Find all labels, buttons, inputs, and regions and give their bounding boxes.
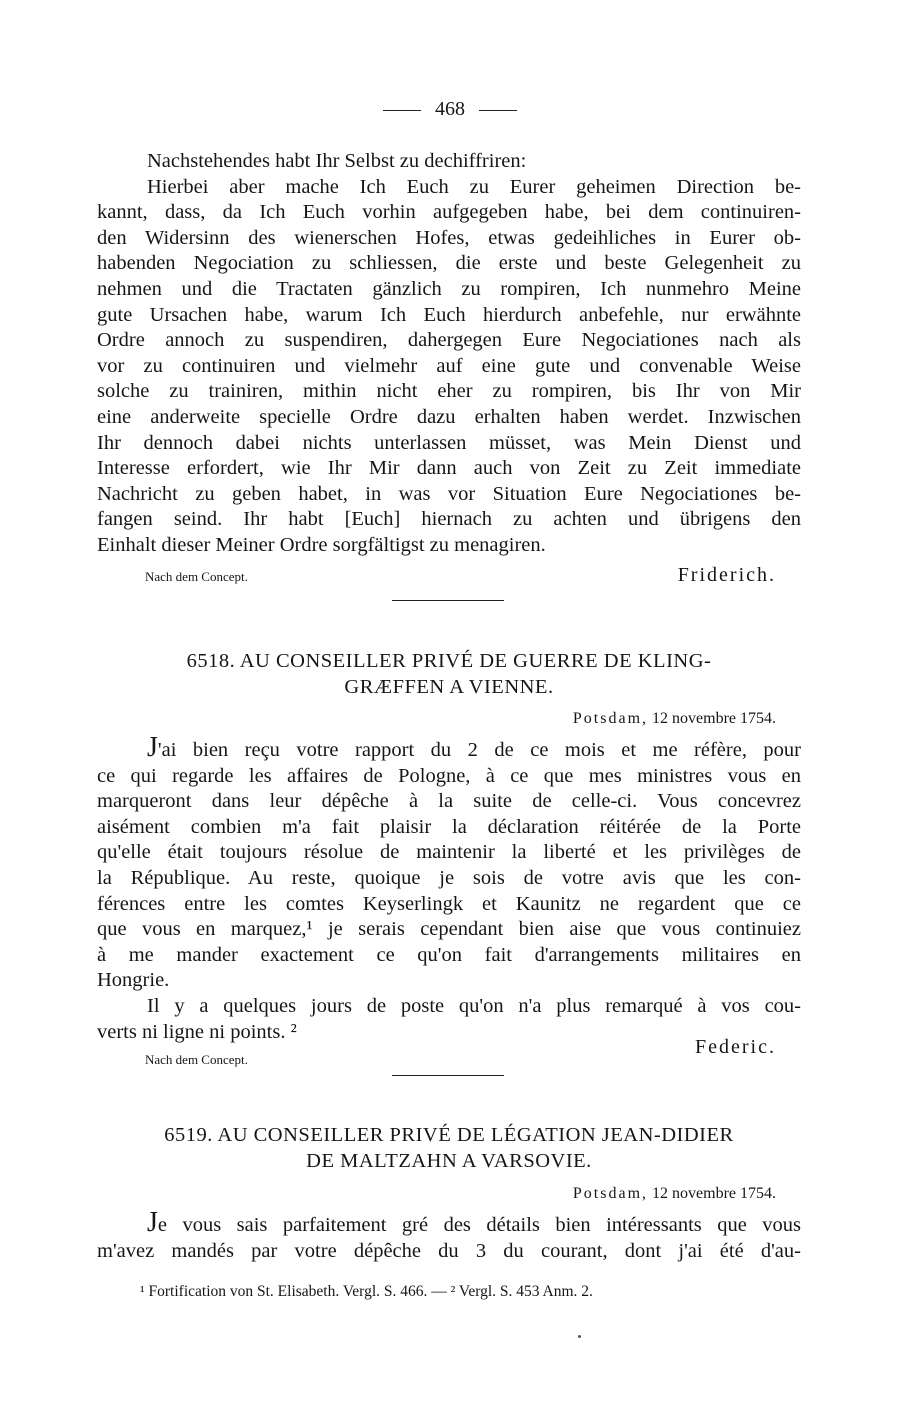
text-line: Ordre annoch zu suspendiren, dahergegen Eure Negociationes nach als xyxy=(97,329,801,352)
text-line: à me mander exactement ce qu'on fait d'arrangements militaires en xyxy=(97,943,801,966)
letter-6517-body xyxy=(97,149,801,559)
page-number: 468 xyxy=(0,98,900,121)
heading-line: 6518. AU CONSEILLER PRIVÉ DE GUERRE DE KLING- xyxy=(186,650,712,672)
signature: Federic. xyxy=(695,1036,776,1058)
separator-rule xyxy=(392,600,504,601)
text-line: Nachstehendes habt Ihr Selbst zu dechiffriren: xyxy=(147,150,527,172)
source-note: Nach dem Concept. xyxy=(145,1052,248,1067)
text-line: solche zu trainiren, mithin nicht eher zu rompiren, bis Ihr von Mir xyxy=(97,380,801,403)
text-line: habenden Negociation zu schliessen, die erste und beste Gelegenheit zu xyxy=(97,252,801,275)
letter-6519-heading xyxy=(97,1122,801,1174)
text-line: qu'elle était toujours résolue de maintenir la liberté et les privilèges de xyxy=(97,841,801,864)
text-line: nehmen und die Tractaten gänzlich zu rompiren, Ich nunmehro Meine xyxy=(97,277,801,300)
text-line: verts ni ligne ni points. ² xyxy=(97,1020,297,1043)
text-line: kannt, dass, da Ich Euch vorhin aufgegeben habe, bei dem continuiren- xyxy=(97,201,801,224)
text-line: m'avez mandés par votre dépêche du 3 du courant, dont j'ai été d'au- xyxy=(97,1239,801,1262)
text-line: Einhalt dieser Meiner Ordre sorgfältigst zu menagiren. xyxy=(97,533,546,556)
separator-rule xyxy=(392,1075,504,1076)
text-line: aisément combien m'a fait plaisir la déclaration réitérée de la Porte xyxy=(97,815,801,838)
initial-letter: J xyxy=(147,1207,158,1238)
text-line: vor zu continuiren und vielmehr auf eine gute und convenable Weise xyxy=(97,354,801,377)
letter-6519-body xyxy=(97,1209,801,1264)
text-line: ce qui regarde les affaires de Pologne, à ce que mes ministres vous en xyxy=(97,764,801,787)
heading-line: DE MALTZAHN A VARSOVIE. xyxy=(306,1150,592,1172)
text-line: Hierbei aber mache Ich Euch zu Eurer geheimen Direction be- xyxy=(147,175,801,198)
text-line: Hongrie. xyxy=(97,969,170,992)
letter-6518-body xyxy=(97,734,801,1045)
letter-6518-heading xyxy=(97,648,801,700)
letter-date: Potsdam, 12 novembre 1754. xyxy=(572,710,776,727)
text-line: la République. Au reste, quoique je sois de votre avis que les con- xyxy=(97,866,801,889)
initial-letter: J xyxy=(147,732,158,763)
text-line: férences entre les comtes Keyserlingk et Kaunitz ne regardent que ce xyxy=(97,892,801,915)
heading-line: GRÆFFEN A VIENNE. xyxy=(344,676,554,698)
text-line: marqueront dans leur dépêche à la suite de celle-ci. Vous concevrez xyxy=(97,790,801,813)
page-speck xyxy=(578,1335,581,1338)
signature: Friderich. xyxy=(677,564,776,586)
text-line: J'ai bien reçu votre rapport du 2 de ce mois et me réfère, pour xyxy=(147,732,801,763)
text-line: Je vous sais parfaitement gré des détails bien intéressants que vous xyxy=(147,1207,801,1238)
heading-line: 6519. AU CONSEILLER PRIVÉ DE LÉGATION JEAN-DIDIER xyxy=(164,1124,734,1146)
text-line: eine anderweite specielle Ordre dazu erhalten haben werdet. Inzwischen xyxy=(97,405,801,428)
text-line: que vous en marquez,¹ je serais cependant bien aise que vous continuiez xyxy=(97,918,801,941)
text-line: den Widersinn des wienerschen Hofes, etwas gedeihliches in Eurer ob- xyxy=(97,226,801,249)
text-line: gute Ursachen habe, warum Ich Euch hierdurch anbefehle, nur erwähnte xyxy=(97,303,801,326)
source-note: Nach dem Concept. xyxy=(145,569,248,584)
text-line: Interesse erfordert, wie Ihr Mir dann auch von Zeit zu Zeit immediate xyxy=(97,457,801,480)
footnotes: ¹ Fortification von St. Elisabeth. Vergl. S. 466. — ² Vergl. S. 453 Anm. 2. xyxy=(140,1283,593,1300)
letter-date: Potsdam, 12 novembre 1754. xyxy=(572,1185,776,1202)
text-line: Ihr dennoch dabei nichts unterlassen müsset, was Mein Dienst und xyxy=(97,431,801,454)
text-line: fangen seind. Ihr habt [Euch] hiernach zu achten und übrigens den xyxy=(97,508,801,531)
text-line: Il y a quelques jours de poste qu'on n'a plus remarqué à vos cou- xyxy=(147,994,801,1017)
text-line: Nachricht zu geben habet, in was vor Situation Eure Negociationes be- xyxy=(97,482,801,505)
